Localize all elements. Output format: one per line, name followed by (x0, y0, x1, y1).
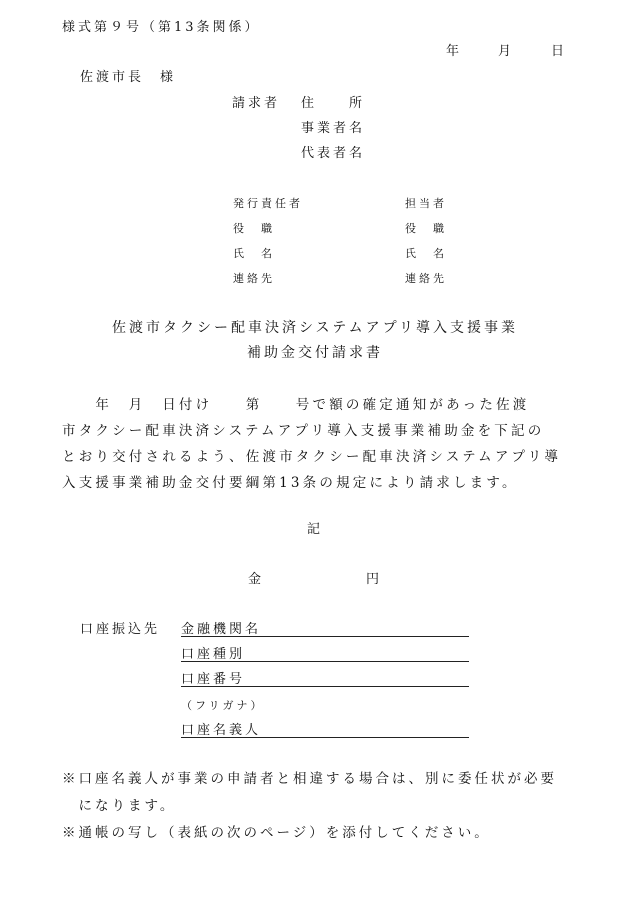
note-line: ※通帳の写し（表紙の次のページ）を添付してください。 (62, 825, 491, 841)
body-line: 年 月 日付け 第 号で額の確定通知があった佐渡 (62, 397, 530, 413)
issuer-contact: 連絡先 (233, 272, 275, 285)
staff-title: 担当者 (405, 197, 447, 210)
claimant-address-label: 住 所 (301, 96, 366, 111)
addressee: 佐渡市長 様 (80, 70, 177, 85)
date-month-label: 月 (498, 44, 515, 59)
staff-position: 役 職 (405, 222, 447, 235)
institution-label: 金融機関名 (181, 622, 262, 637)
representative-label: 代表者名 (301, 146, 366, 161)
ki-heading: 記 (307, 522, 324, 537)
date-day-label: 日 (551, 44, 568, 59)
account-holder-label: 口座名義人 (181, 723, 262, 738)
bank-transfer-label: 口座振込先 (80, 622, 161, 637)
account-number-label: 口座番号 (181, 672, 246, 687)
issuer-title: 発行責任者 (233, 197, 303, 210)
amount-unit: 円 (366, 572, 383, 587)
furigana-label: （フリガナ） (181, 699, 265, 712)
staff-name: 氏 名 (405, 247, 447, 260)
account-holder-underline (181, 737, 469, 738)
body-paragraph (62, 392, 570, 496)
note-line: になります。 (62, 798, 177, 814)
date-year-label: 年 (446, 44, 463, 59)
notes (62, 766, 582, 847)
staff-contact: 連絡先 (405, 272, 447, 285)
business-name-label: 事業者名 (301, 121, 366, 136)
body-line: 市タクシー配車決済システムアプリ導入支援事業補助金を下記の (62, 423, 545, 439)
account-type-label: 口座種別 (181, 647, 246, 662)
amount-label: 金 (248, 572, 265, 587)
body-line: 入支援事業補助金交付要綱第13条の規定により請求します。 (62, 475, 519, 491)
account-number-underline (181, 686, 469, 687)
institution-underline (181, 636, 469, 637)
document-title-line1: 佐渡市タクシー配車決済システムアプリ導入支援事業 (111, 320, 519, 336)
issuer-name: 氏 名 (233, 247, 275, 260)
document-title-line2: 補助金交付請求書 (247, 345, 383, 361)
claimant-label: 請求者 (232, 96, 281, 111)
issuer-position: 役 職 (233, 222, 275, 235)
account-type-underline (181, 661, 469, 662)
body-line: とおり交付されるよう、佐渡市タクシー配車決済システムアプリ導 (62, 449, 562, 465)
form-number: 様式第９号（第13条関係） (62, 20, 261, 35)
note-line: ※口座名義人が事業の申請者と相違する場合は、別に委任状が必要 (62, 771, 557, 787)
